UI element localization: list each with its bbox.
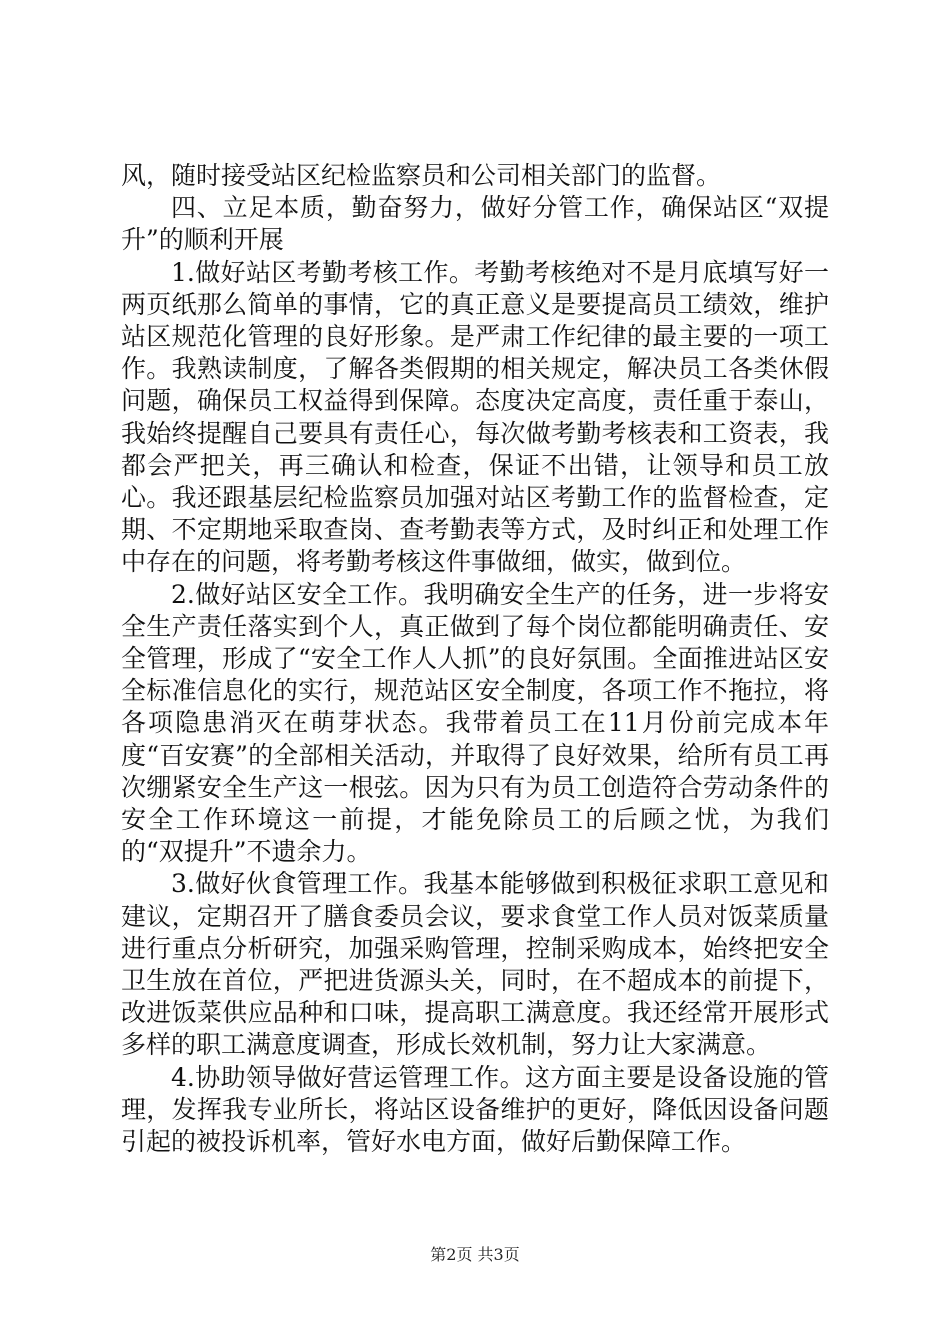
section-heading-four: 四、立足本质，勤奋努力，做好分管工作，确保站区“双提升”的顺利开展 [121, 193, 829, 255]
paragraph-attendance: 1.做好站区考勤考核工作。考勤考核绝对不是月底填写好一两页纸那么简单的事情，它的真正意义是要提高员工绩效，维护站区规范化管理的良好形象。是严肃工作纪律的最主要的一项工作。我熟读制度，了解各类假期的相关规定，解决员工各类休假问题，确保员工权益得到保障。态度决定高度，责任重于泰山，我始终提醒自己要具有责任心，每次做考勤考核表和工资表，我都会严把关，再三确认和检查，保证不出错，让领导和员工放心。我还跟基层纪检监察员加强对站区考勤工作的监督检查，定期、不定期地采取查岗、查考勤表等方式，及时纠正和处理工作中存在的问题，将考勤考核这件事做细，做实，做到位。 [121, 257, 829, 577]
paragraph-catering: 3.做好伙食管理工作。我基本能够做到积极征求职工意见和建议，定期召开了膳食委员会议，要求食堂工作人员对饭菜质量进行重点分析研究，加强采购管理，控制采购成本，始终把安全卫生放在首位，严把进货源头关，同时，在不超成本的前提下，改进饭菜供应品种和口味，提高职工满意度。我还经常开展形式多样的职工满意度调查，形成长效机制，努力让大家满意。 [121, 869, 829, 1060]
paragraph-operations: 4.协助领导做好营运管理工作。这方面主要是设备设施的管理，发挥我专业所长，将站区设备维护的更好，降低因设备问题引起的被投诉机率，管好水电方面，做好后勤保障工作。 [121, 1062, 829, 1157]
paragraph-continuation: 风，随时接受站区纪检监察员和公司相关部门的监督。 [121, 161, 722, 190]
paragraph-safety: 2.做好站区安全工作。我明确安全生产的任务，进一步将安全生产责任落实到个人，真正做到了每个岗位都能明确责任、安全管理，形成了“安全工作人人抓”的良好氛围。全面推进站区安全标准信息化的实行，规范站区安全制度，各项工作不拖拉，将各项隐患消灭在萌芽状态。我带着员工在11月份前完成本年度“百安赛”的全部相关活动，并取得了良好效果，给所有员工再次绷紧安全生产这一根弦。因为只有为员工创造符合劳动条件的安全工作环境这一前提，才能免除员工的后顾之忧，为我们的“双提升”不遗余力。 [121, 579, 829, 867]
document-body [121, 160, 829, 1158]
page-footer: 第2页 共3页 [430, 1245, 520, 1264]
